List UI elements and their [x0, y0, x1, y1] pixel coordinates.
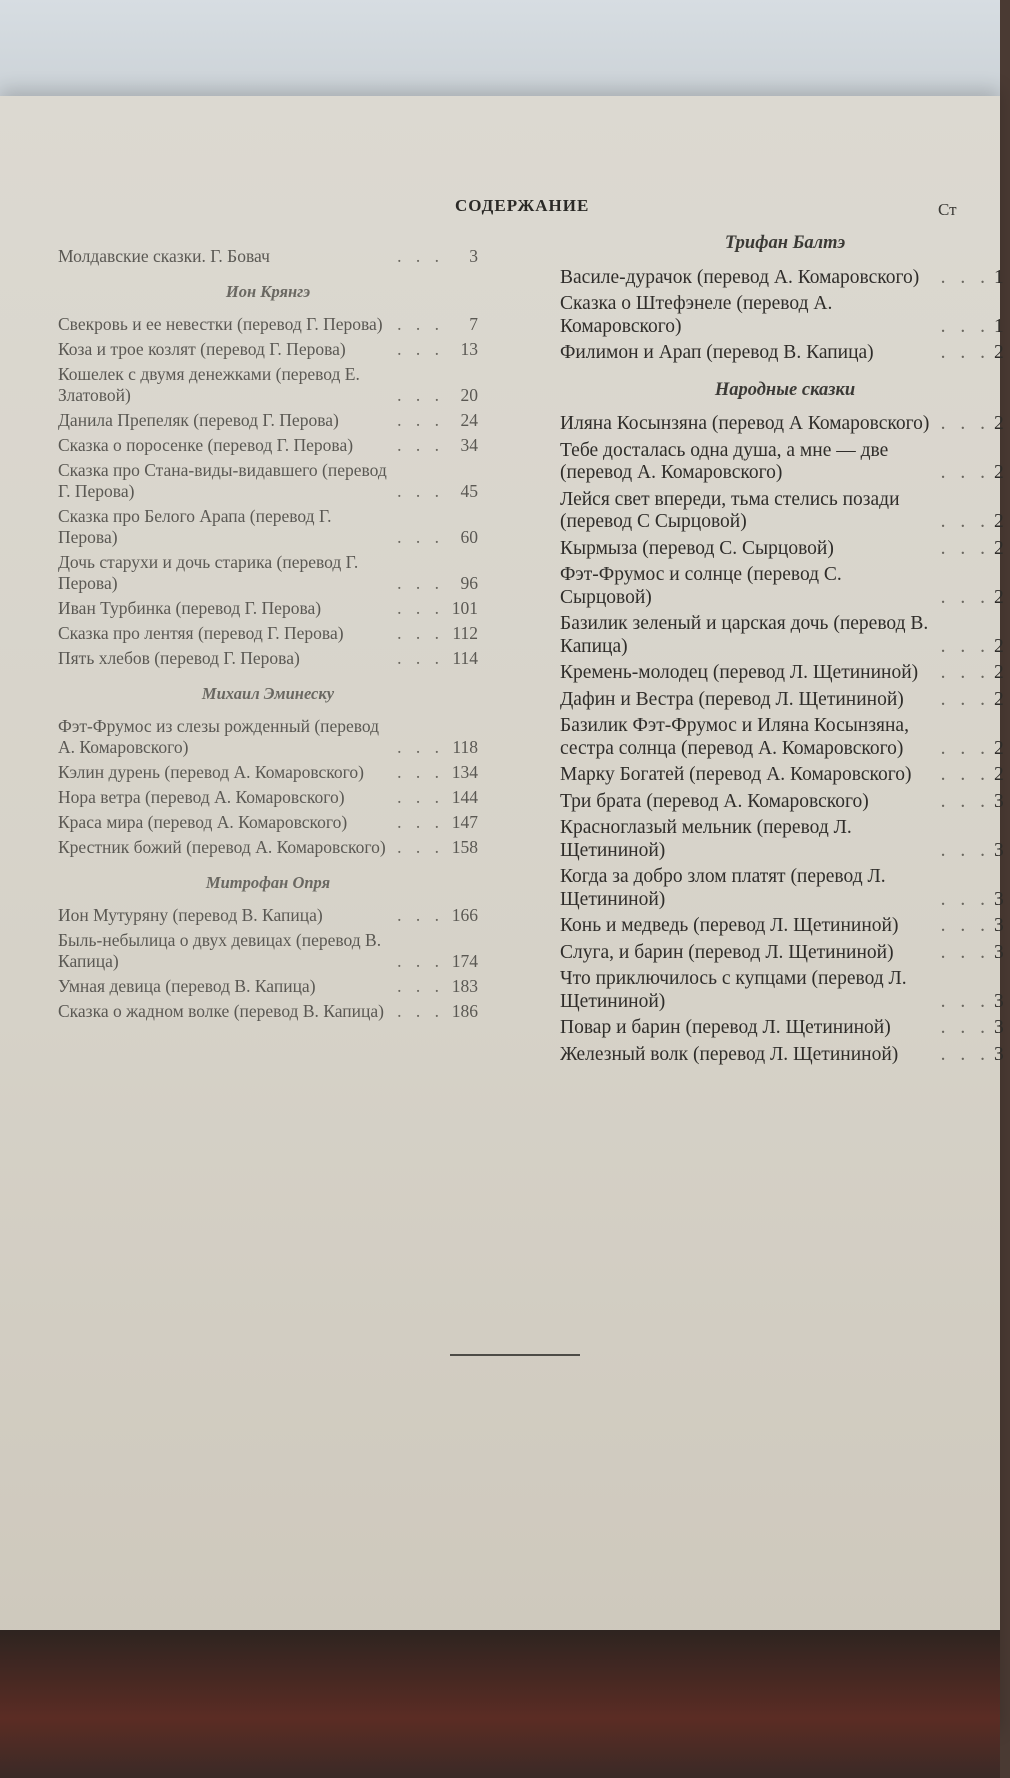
leader-dots: . . . [940, 511, 990, 532]
entry-title: Свекровь и ее невестки (перевод Г. Перова) [58, 314, 383, 334]
page-number: 2 [994, 413, 1004, 434]
entry-title: Железный волк (перевод Л. Щетининой) [560, 1043, 899, 1065]
page-number: 2 [994, 688, 1004, 710]
leader-dots: . . . [397, 435, 444, 455]
entry-title: Ион Мутуряну (перевод В. Капица) [58, 905, 323, 925]
entry-title: Фэт-Фрумос из слезы рожденный (перевод А. Комаровского) [58, 716, 380, 757]
page-number: 2 [994, 342, 1004, 363]
left-toc-entry [58, 246, 478, 267]
page-number: 114 [452, 648, 478, 668]
page-title: СОДЕРЖАНИЕ [455, 196, 590, 215]
page-number: 2 [994, 586, 1004, 608]
right-toc-entry [560, 915, 1010, 938]
left-toc-entry [58, 812, 478, 833]
leader-dots: . . . [397, 623, 444, 643]
page-number: 112 [452, 623, 478, 643]
leader-dots: . . . [397, 385, 444, 405]
page-number: 1 [994, 315, 1004, 337]
leader-dots: . . . [397, 481, 444, 501]
page-number: 20 [460, 385, 478, 405]
leader-dots: . . . [397, 527, 444, 547]
entry-title: Василе-дурачок (перевод А. Комаровского) [560, 266, 920, 288]
leader-dots: . . . [940, 413, 990, 434]
entry-title: Кэлин дурень (перевод А. Комаровского) [58, 762, 364, 782]
leader-dots: . . . [940, 662, 990, 683]
page-number: 34 [460, 435, 478, 455]
page-column-header: Ст [938, 200, 957, 219]
left-toc-entry [58, 1001, 478, 1022]
right-toc-entry [560, 662, 1010, 685]
page-number: 134 [451, 762, 478, 782]
left-toc-entry [58, 930, 478, 972]
leader-dots: . . . [397, 762, 444, 782]
leader-dots: . . . [397, 787, 444, 807]
page-number: 2 [994, 635, 1004, 657]
right-toc-entry [560, 968, 1010, 1013]
left-toc-entry [58, 460, 478, 502]
entry-title: Сказка о Штефэнеле (перевод А. Комаровского) [560, 293, 833, 337]
entry-title: Данила Препеляк (перевод Г. Перова) [58, 410, 339, 430]
leader-dots: . . . [940, 888, 990, 910]
entry-title: Слуга, и барин (перевод Л. Щетининой) [560, 941, 894, 963]
page-number: 3 [994, 1017, 1004, 1038]
right-toc-entry [560, 342, 1010, 365]
page-number: 2 [994, 537, 1004, 559]
left-toc-entry [58, 552, 478, 594]
left-toc-entry [58, 762, 478, 783]
left-toc-entry [58, 837, 478, 858]
page-number: 2 [994, 764, 1004, 785]
leader-dots: . . . [397, 1001, 444, 1021]
leader-dots: . . . [397, 648, 444, 668]
entry-title: Лейся свет впереди, тьма стелись позади (перевод С Сырцовой) [560, 488, 900, 532]
entry-title: Молдавские сказки. Г. Бовач [58, 246, 270, 266]
left-toc-entry [58, 598, 478, 619]
page-number: 1 [994, 266, 1004, 288]
leader-dots: . . . [940, 764, 990, 785]
leader-dots: . . . [940, 315, 990, 337]
page-number: 2 [994, 662, 1004, 683]
leader-dots: . . . [940, 266, 990, 288]
page-number: 2 [994, 462, 1004, 483]
book-page [0, 96, 1004, 1736]
leader-dots: . . . [397, 410, 444, 430]
page-number: 147 [451, 812, 478, 832]
entry-title: Умная девица (перевод В. Капица) [58, 976, 316, 996]
left-toc-entry [58, 787, 478, 808]
page-number: 60 [460, 527, 478, 547]
right-toc-entry [560, 538, 1010, 561]
entry-title: Дочь старухи и дочь старика (перевод Г. Перова) [58, 552, 359, 593]
right-toc-entry [560, 413, 1010, 436]
entry-title: Сказка о жадном волке (перевод В. Капица) [58, 1001, 384, 1021]
leader-dots: . . . [940, 537, 990, 559]
entry-title: Три брата (перевод А. Комаровского) [560, 790, 869, 812]
page-number: 2 [994, 737, 1004, 759]
left-toc-entry [58, 339, 478, 360]
right-toc-entry [560, 791, 1010, 814]
page-number: 96 [460, 573, 478, 593]
leader-dots: . . . [940, 915, 990, 936]
left-toc-entry [58, 648, 478, 669]
leader-dots: . . . [940, 839, 990, 861]
page-number: 24 [460, 410, 478, 430]
leader-dots: . . . [940, 1043, 990, 1065]
left-section-heading: Михаил Эминеску [201, 684, 335, 703]
page-number: 3 [469, 246, 478, 266]
left-toc-entry [58, 976, 478, 997]
right-toc-entry [560, 1017, 1010, 1040]
right-toc-entry [560, 440, 1010, 485]
entry-title: Нора ветра (перевод А. Комаровского) [58, 787, 345, 807]
right-toc-entry [560, 293, 1010, 338]
entry-title: Пять хлебов (перевод Г. Перова) [58, 648, 300, 668]
page-number: 166 [451, 905, 478, 925]
entry-title: Тебе досталась одна душа, а мне — две (перевод А. Комаровского) [560, 439, 889, 483]
page-number: 183 [451, 976, 478, 996]
entry-title: Кошелек с двумя денежками (перевод Е. Златовой) [58, 364, 360, 405]
leader-dots: . . . [940, 635, 990, 657]
page-number: 3 [994, 1043, 1004, 1065]
leader-dots: . . . [940, 586, 990, 608]
entry-title: Кырмыза (перевод С. Сырцовой) [560, 537, 834, 559]
page-number: 186 [451, 1001, 478, 1021]
entry-title: Базилик зеленый и царская дочь (перевод В. Капица) [560, 613, 929, 657]
page-number: 144 [451, 787, 478, 807]
entry-title: Что приключилось с купцами (перевод Л. Щетининой) [560, 968, 907, 1012]
leader-dots: . . . [940, 790, 990, 812]
entry-title: Дафин и Вестра (перевод Л. Щетининой) [560, 688, 904, 710]
page-number: 158 [451, 837, 478, 857]
leader-dots: . . . [940, 990, 990, 1012]
page-number: 45 [460, 481, 478, 501]
entry-title: Красноглазый мельник (перевод Л. Щетининой) [560, 817, 852, 861]
entry-title: Иван Турбинка (перевод Г. Перова) [58, 598, 322, 618]
right-column [560, 218, 1010, 1070]
entry-title: Быль-небылица о двух девицах (перевод В. Капица) [58, 930, 382, 971]
entry-title: Коза и трое козлят (перевод Г. Перова) [58, 339, 346, 359]
leader-dots: . . . [940, 941, 990, 963]
right-toc-entry [560, 267, 1010, 290]
entry-title: Базилик Фэт-Фрумос и Иляна Косынзяна, сестра солнца (перевод А. Комаровского) [560, 715, 909, 759]
leader-dots: . . . [397, 812, 444, 832]
right-toc-entry [560, 613, 1010, 658]
leader-dots: . . . [940, 688, 990, 710]
left-toc-entry [58, 314, 478, 335]
entry-title: Фэт-Фрумос и солнце (перевод С. Сырцовой) [560, 564, 842, 608]
leader-dots: . . . [397, 951, 444, 971]
left-toc-entry [58, 410, 478, 431]
left-toc-entry [58, 435, 478, 456]
page-number: 3 [994, 990, 1004, 1012]
left-section-heading: Ион Крянгэ [225, 282, 311, 301]
entry-title: Сказка про Белого Арапа (перевод Г. Перова) [58, 506, 332, 547]
right-toc-entry [560, 866, 1010, 911]
leader-dots: . . . [397, 314, 444, 334]
page-number: 3 [994, 915, 1004, 936]
entry-title: Сказка про лентяя (перевод Г. Перова) [58, 623, 344, 643]
leader-dots: . . . [397, 598, 444, 618]
left-toc-entry [58, 905, 478, 926]
right-toc-entry [560, 689, 1010, 712]
right-toc-entry [560, 817, 1010, 862]
leader-dots: . . . [397, 905, 444, 925]
left-toc-entry [58, 364, 478, 406]
leader-dots: . . . [940, 342, 990, 363]
leader-dots: . . . [397, 837, 444, 857]
entry-title: Филимон и Арап (перевод В. Капица) [560, 342, 874, 363]
entry-title: Кремень-молодец (перевод Л. Щетининой) [560, 662, 919, 683]
leader-dots: . . . [940, 737, 990, 759]
page-number: 3 [994, 839, 1004, 861]
entry-title: Иляна Косынзяна (перевод А Комаровского) [560, 413, 930, 434]
end-rule [450, 1354, 580, 1356]
entry-title: Сказка о поросенке (перевод Г. Перова) [58, 435, 354, 455]
right-toc-entry [560, 1044, 1010, 1067]
left-column [58, 246, 478, 1026]
leader-dots: . . . [397, 573, 444, 593]
right-toc-entry [560, 764, 1010, 787]
page-number: 101 [451, 598, 478, 618]
entry-title: Крестник божий (перевод А. Комаровского) [58, 837, 386, 857]
entry-title: Марку Богатей (перевод А. Комаровского) [560, 764, 912, 785]
right-section-heading: Трифан Балтэ [724, 233, 846, 253]
left-section-heading: Митрофан Опря [205, 873, 331, 892]
leader-dots: . . . [940, 462, 990, 483]
right-toc-entry [560, 564, 1010, 609]
leader-dots: . . . [397, 737, 444, 757]
table-edge [0, 1630, 1000, 1778]
page-number: 7 [469, 314, 478, 334]
entry-title: Когда за добро злом платят (перевод Л. Щетининой) [560, 866, 886, 910]
leader-dots: . . . [397, 339, 444, 359]
right-toc-entry [560, 489, 1010, 534]
leader-dots: . . . [940, 1017, 990, 1038]
page-number: 118 [452, 737, 478, 757]
left-toc-entry [58, 623, 478, 644]
page-number: 2 [994, 511, 1004, 532]
left-toc-entry [58, 716, 478, 758]
right-section-heading: Народные сказки [714, 379, 856, 400]
left-toc-entry [58, 506, 478, 548]
entry-title: Конь и медведь (перевод Л. Щетининой) [560, 915, 899, 936]
right-toc-entry [560, 715, 1010, 760]
page-number: 3 [994, 941, 1004, 963]
page-number: 3 [994, 790, 1004, 812]
right-toc-entry [560, 942, 1010, 965]
page-number: 3 [994, 888, 1004, 910]
leader-dots: . . . [397, 976, 444, 996]
page-number: 174 [451, 951, 478, 971]
entry-title: Краса мира (перевод А. Комаровского) [58, 812, 348, 832]
entry-title: Сказка про Стана-виды-видавшего (перевод Г. Перова) [58, 460, 387, 501]
leader-dots: . . . [397, 246, 444, 266]
page-number: 13 [460, 339, 478, 359]
entry-title: Повар и барин (перевод Л. Щетининой) [560, 1017, 891, 1038]
